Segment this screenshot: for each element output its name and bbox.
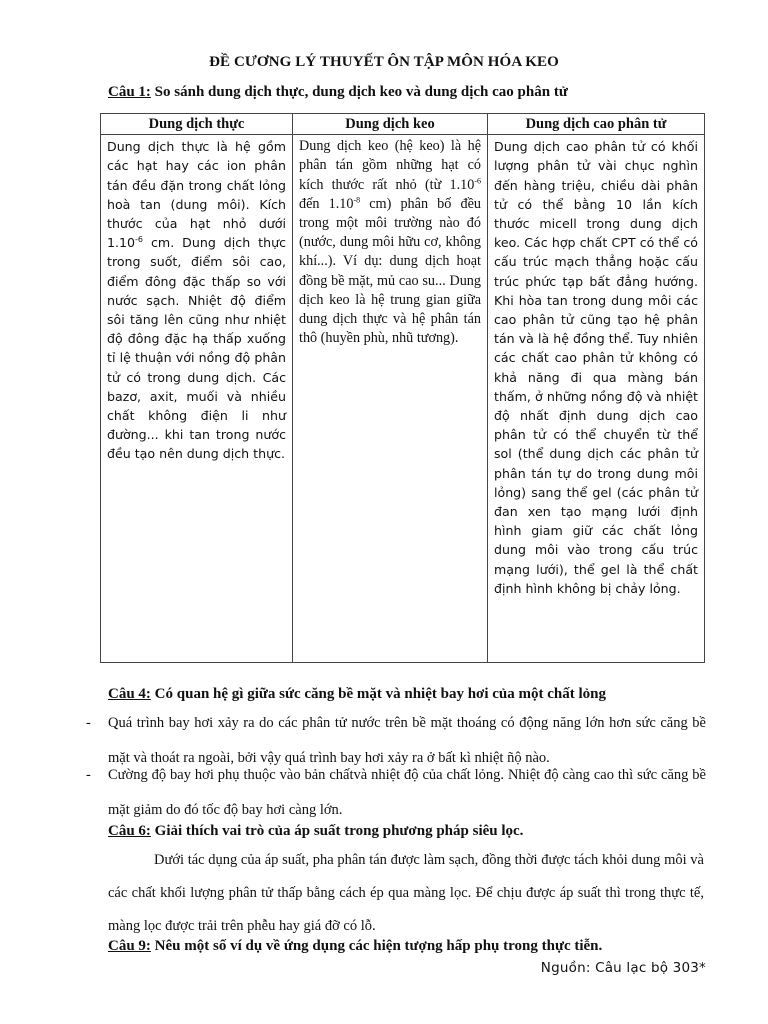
bullet-marker: -: [86, 715, 91, 731]
question-4-text: Có quan hệ gì giữa sức căng bề mặt và nhiệt bay hơi của một chất lỏng: [150, 686, 607, 702]
question-4-heading: [108, 686, 606, 703]
cell-true-solution-text-b: cm. Dung dịch thực trong suốt, điểm sôi cao, điểm đông đặc thấp so với nước sạch. Nhiệt độ điểm sôi tăng lên cũng như nhiệt độ đông đặc hạ thấp xuống tỉ lệ thuận với nồng độ phân tử có trong dung dịch. Các bazơ, axit, muối và nhiều chất không điện li như đường... khi tan trong nước đều tạo nên dung dịch thực.: [107, 235, 286, 462]
cell-colloid-exponent-1: -6: [474, 175, 481, 185]
question-9-text: Nêu một số ví dụ về ứng dụng các hiện tượng hấp phụ trong thực tiễn.: [150, 938, 603, 954]
cell-colloid-text-b: đến 1.10: [299, 195, 354, 212]
question-9-heading: [108, 938, 602, 955]
question-6-text: Giải thích vai trò của áp suất trong phương pháp siêu lọc.: [150, 823, 524, 839]
cell-polymer-solution: Dung dịch cao phân tử có khối lượng phân tử vài chục nghìn đến hàng triệu, chiều dài phân tử có thể bằng 10 lần kích thước micell trong dung dịch keo. Các hợp chất CPT có thể có cấu trúc mạch thẳng hoặc cấu trúc phức tạp bất đẳng hướng. Khi hòa tan trong dung môi các cao phân tử cũng tạo hệ phân tán và là hệ đồng thể. Tuy nhiên các chất cao phân tử không có khả năng đi qua màng bán thấm, ở những nồng độ và nhiệt độ nhất định dung dịch cao phân tử có thể chuyển từ thể sol (thể dung dịch các phân tử phân tán tự do trong dung môi lỏng) sang thể gel (các phân tử đan xen tạo mạng lưới định hình giam giữ các chất lỏng dung môi vào trong cấu trúc mạng lưới), thể gel là thể chất định hình không bị chảy lỏng.: [488, 135, 705, 663]
bullet-text: Quá trình bay hơi xảy ra do các phân tử nước trên bề mặt thoáng có động năng lớn hơn sức căng bề mặt và thoát ra ngoài, bởi vậy quá trình bay hơi xảy ra ở bất kì nhiệt ñộ nào.: [108, 715, 706, 766]
header-true-solution: Dung dịch thực: [101, 114, 293, 135]
cell-true-solution-text-a: Dung dịch thực là hệ gồm các hạt hay các ion phân tán đều đặn trong chất lỏng hoà tan (dung môi). Kích thước của hạt nhỏ dưới 1.10: [107, 139, 286, 251]
question-6-number: Câu 6:: [108, 823, 151, 839]
header-polymer-solution: Dung dịch cao phân tử: [488, 114, 705, 135]
question-1-text: So sánh dung dịch thực, dung dịch keo và dung dịch cao phân tử: [150, 84, 568, 100]
cell-colloid-text-a: Dung dịch keo (hệ keo) là hệ phân tán gồm những hạt có kích thước rất nhỏ (từ 1.10: [299, 138, 481, 193]
cell-colloid-solution: [293, 135, 488, 663]
question-6-heading: [108, 823, 523, 840]
question-9-number: Câu 9:: [108, 938, 151, 954]
cell-colloid-exponent-2: -8: [353, 195, 361, 205]
document-title: ĐỀ CƯƠNG LÝ THUYẾT ÔN TẬP MÔN HÓA KEO: [209, 54, 559, 70]
cell-true-solution: [101, 135, 293, 663]
question-4-number: Câu 4:: [108, 686, 151, 702]
question-4-bullet-2: [86, 758, 706, 828]
question-1-heading: [108, 84, 568, 101]
bullet-marker: -: [86, 767, 91, 783]
question-1-number: Câu 1:: [108, 84, 151, 100]
bullet-text: Cường độ bay hơi phụ thuộc vào bản chấtvà nhiệt độ của chất lỏng. Nhiệt độ càng cao thì sức căng bề mặt giảm do đó tốc độ bay hơi càng lớn.: [108, 767, 706, 818]
cell-colloid-text-c: cm) phân bố đều trong một môi trường nào đó (nước, dung môi hữu cơ, không khí...). Ví dụ: dung dịch hoạt đồng bề mặt, mủ cao su... Dung dịch keo là hệ trung gian giữa dung dịch thực và hệ phân tán thô (huyền phù, nhũ tương).: [299, 195, 481, 347]
cell-true-solution-exponent: -6: [135, 235, 144, 245]
table-header-row: [101, 114, 705, 135]
comparison-table: [100, 113, 705, 663]
table-row: [101, 135, 705, 663]
source-credit: Nguồn: Câu lạc bộ 303*: [540, 960, 706, 976]
question-6-answer: Dưới tác dụng của áp suất, pha phân tán được làm sạch, đồng thời được tách khỏi dung môi và các chất khối lượng phân tử thấp bằng cách ép qua màng lọc. Để chịu được áp suất thì trong thực tế, màng lọc được trải trên phễu hay giá đỡ có lỗ.: [108, 852, 704, 934]
header-colloid-solution: Dung dịch keo: [293, 114, 488, 135]
